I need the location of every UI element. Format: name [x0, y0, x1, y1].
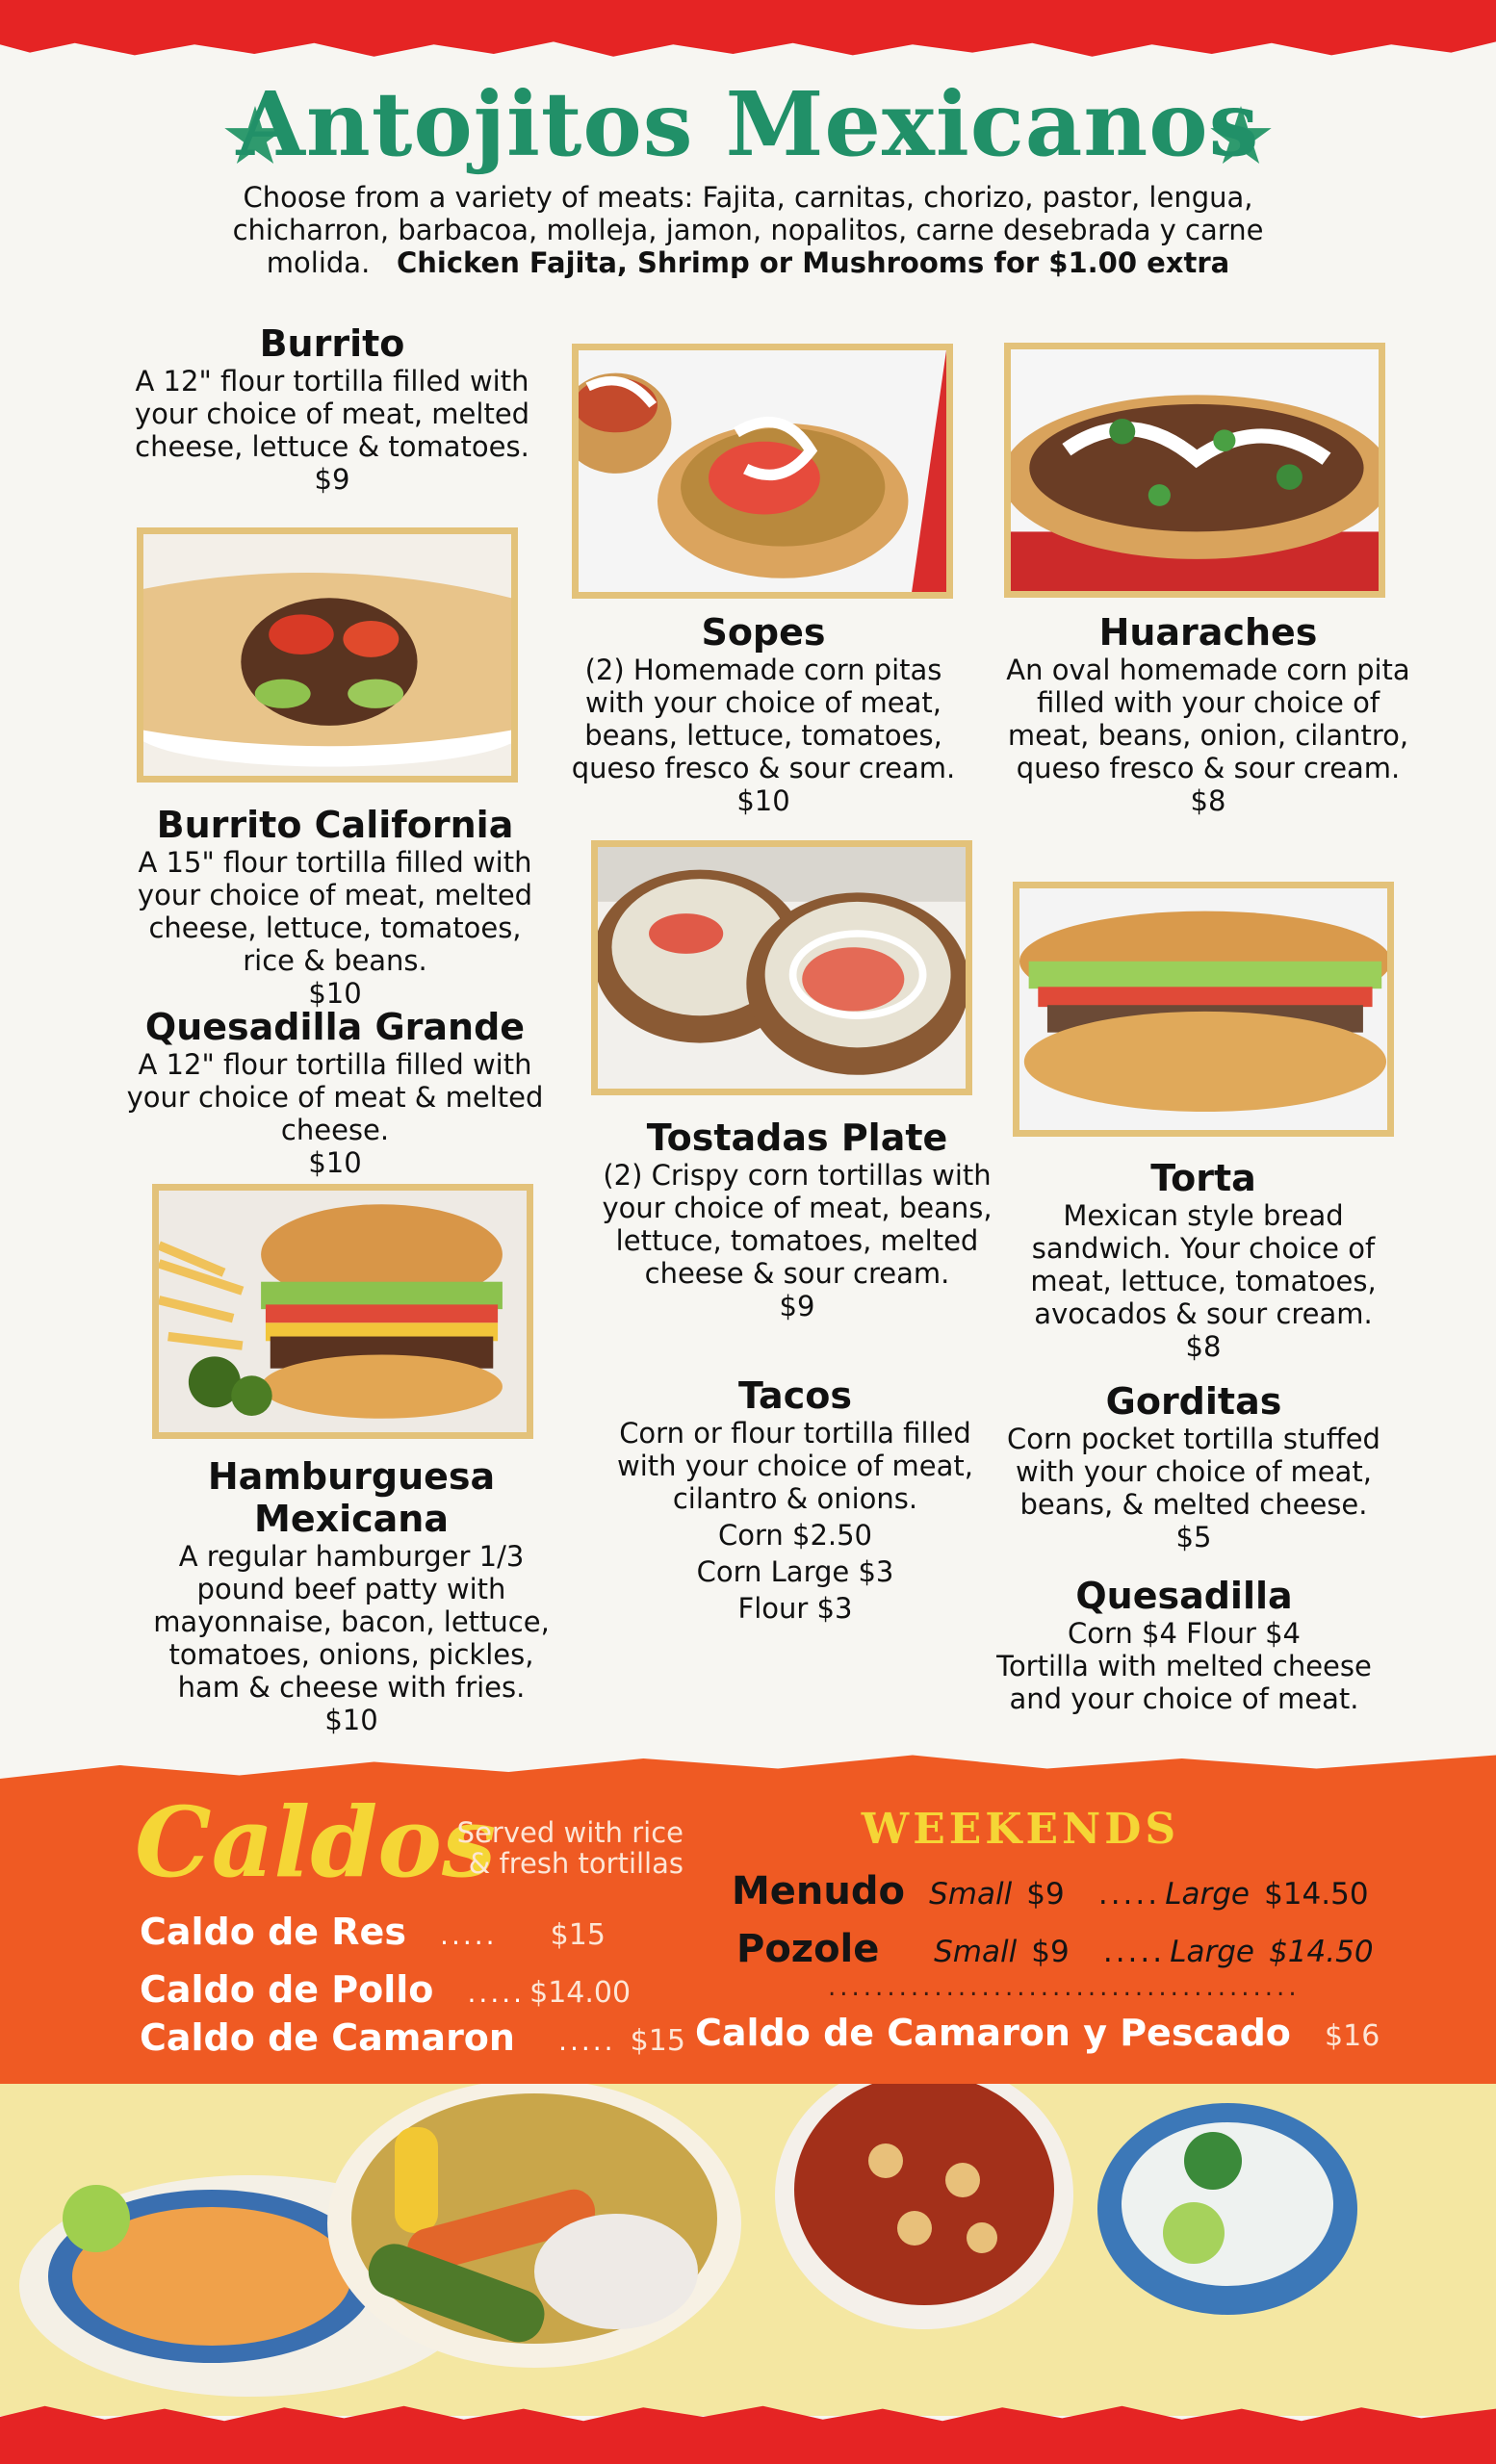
size-price: $9: [1026, 1877, 1065, 1912]
caldo-name: Caldo de Pollo: [140, 1968, 434, 2011]
item-price: Corn $4 Flour $4: [1067, 1617, 1302, 1650]
item-desc: A 15" flour tortilla filled with your choice of meat, melted cheese, lettuce, tomatoes, rice & beans.: [137, 846, 533, 977]
item-price: Corn Large $3: [696, 1555, 894, 1588]
hamburguesa-photo: [152, 1184, 533, 1439]
item-desc: Mexican style bread sandwich. Your choice of meat, lettuce, tomatoes, avocados & sour cream.: [1030, 1199, 1377, 1330]
caldo-price: $15: [550, 1918, 606, 1952]
caldo-name: Caldo de Res: [140, 1911, 406, 1953]
leader-dots: .....: [440, 1919, 498, 1951]
weekend-name: Pozole: [736, 1927, 880, 1971]
intro-extra: Chicken Fajita, Shrimp or Mushrooms for $1.00 extra: [396, 246, 1230, 279]
item-title: Quesadilla Grande: [144, 1006, 526, 1048]
size-price: $14.50: [1269, 1935, 1374, 1969]
menu-item-torta: [1001, 1157, 1406, 1363]
item-price: $9: [779, 1290, 815, 1322]
leader-dots: .....: [558, 2025, 616, 2057]
size-label: Small: [934, 1935, 1018, 1969]
caldos-heading: Caldos: [135, 1785, 497, 1899]
item-title: Burrito: [259, 322, 405, 365]
menu-item-quesadilla: [977, 1575, 1391, 1715]
intro-text: [212, 181, 1284, 279]
caldo-row: [140, 1968, 631, 2011]
item-title: Sopes: [701, 611, 826, 654]
weekend-special-row: [695, 2012, 1380, 2054]
menu-item-quesadilla-grande: [125, 1006, 545, 1179]
item-title: Quesadilla: [1075, 1575, 1293, 1617]
item-title: Tacos: [738, 1374, 852, 1417]
caldo-price: $14.00: [529, 1976, 632, 2010]
menu-item-gorditas: [1001, 1380, 1386, 1553]
leader-dots: .....: [1097, 1877, 1161, 1912]
leader-dots: .....: [467, 1977, 526, 2009]
item-price: $10: [736, 784, 790, 817]
menu-item-tacos: [603, 1374, 988, 1625]
menu-item-tostadas: [595, 1116, 999, 1322]
item-title: Hamburguesa: [207, 1455, 496, 1498]
size-price: $9: [1031, 1935, 1070, 1969]
size-label: Large: [1170, 1935, 1254, 1969]
item-desc: Corn pocket tortilla stuffed with your choice of meat, beans, & melted cheese.: [1007, 1423, 1380, 1521]
caldo-row: [140, 1911, 606, 1953]
item-desc: An oval homemade corn pita filled with your choice of meat, beans, onion, cilantro, queso fresco & sour cream.: [1006, 654, 1410, 784]
caldo-price: $15: [630, 2024, 685, 2058]
item-price: $10: [308, 977, 362, 1010]
burrito-photo: [137, 527, 518, 783]
size-label: Small: [929, 1877, 1013, 1912]
menu-item-sopes: [568, 611, 959, 817]
weekend-row: [736, 1927, 1374, 1971]
item-price: Corn $2.50: [717, 1519, 873, 1552]
item-desc: Corn or flour tortilla filled with your choice of meat, cilantro & onions.: [617, 1417, 973, 1515]
caldos-served-note: Served with rice & fresh tortillas: [456, 1816, 684, 1880]
torta-photo: [1013, 882, 1394, 1137]
item-price: $9: [314, 463, 350, 496]
item-title: Gorditas: [1105, 1380, 1282, 1423]
caldos-photo: [0, 2084, 1496, 2416]
item-price: $8: [1185, 1330, 1222, 1363]
item-price: $8: [1190, 784, 1226, 817]
weekend-name: Menudo: [732, 1869, 905, 1913]
item-desc: (2) Homemade corn pitas with your choice of meat, beans, lettuce, tomatoes, queso fresco & sour cream.: [571, 654, 956, 784]
caldos-photo-strip: [0, 2084, 1496, 2416]
caldo-name: Caldo de Camaron: [140, 2016, 515, 2059]
item-title: Tostadas Plate: [646, 1116, 948, 1159]
item-title: Torta: [1150, 1157, 1256, 1199]
weekend-row: [732, 1869, 1369, 1913]
item-price: Flour $3: [737, 1592, 853, 1625]
weekend-divider: ........................................: [828, 1973, 1301, 2002]
tostadas-photo: [591, 840, 972, 1095]
weekends-heading: WEEKENDS: [861, 1805, 1180, 1854]
item-desc: A regular hamburger 1/3 pound beef patty with mayonnaise, bacon, lettuce, tomatoes, onions, pickles, ham & cheese with fries.: [153, 1540, 550, 1704]
leader-dots: .....: [1102, 1935, 1166, 1969]
item-title-2: Mexicana: [254, 1498, 449, 1540]
huaraches-photo: [1004, 343, 1385, 598]
size-label: Large: [1165, 1877, 1250, 1912]
item-desc: A 12" flour tortilla filled with your choice of meat & melted cheese.: [126, 1048, 544, 1146]
menu-item-huaraches: [1001, 611, 1415, 817]
weekend-special-name: Caldo de Camaron y Pescado: [695, 2012, 1291, 2054]
weekend-special-price: $16: [1325, 2019, 1380, 2053]
item-desc: Tortilla with melted cheese and your choice of meat.: [996, 1650, 1372, 1715]
menu-item-burrito-california: [125, 804, 545, 1010]
page-title: Antojitos Mexicanos: [236, 72, 1260, 176]
menu-item-hamburguesa: [135, 1455, 568, 1736]
sopes-photo: [572, 344, 953, 599]
item-title: Burrito California: [156, 804, 514, 846]
item-title: Huaraches: [1098, 611, 1318, 654]
item-price: $5: [1175, 1521, 1212, 1553]
intro-meats: Choose from a variety of meats: Fajita, carnitas, chorizo, pastor, lengua, chicharron, barbacoa, molleja, jamon, nopalitos, carne desebrada y carne molida.: [232, 181, 1264, 279]
item-desc: (2) Crispy corn tortillas with your choice of meat, beans, lettuce, tomatoes, melted cheese & sour cream.: [602, 1159, 993, 1290]
caldo-row: [140, 2016, 685, 2059]
torn-top-edge: [0, 0, 1496, 67]
item-price: $10: [308, 1146, 362, 1179]
item-price: $10: [324, 1704, 378, 1736]
menu-item-burrito: [125, 322, 539, 496]
item-desc: A 12" flour tortilla filled with your choice of meat, melted cheese, lettuce & tomatoes.: [134, 365, 530, 463]
size-price: $14.50: [1264, 1877, 1369, 1912]
